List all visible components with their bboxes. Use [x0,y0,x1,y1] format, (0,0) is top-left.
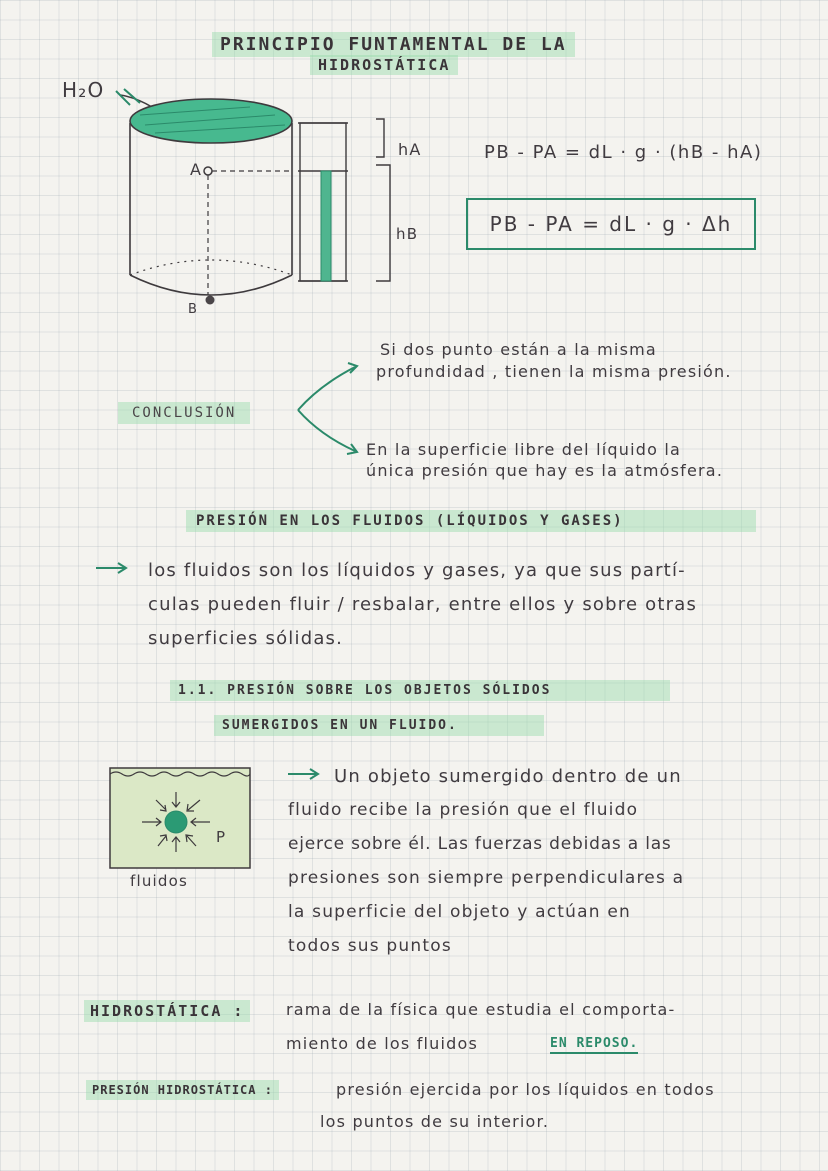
conclusion-arrows [290,355,370,465]
submerged-text-line6: todos sus puntos [288,936,452,956]
presion-def-line1: presión ejercida por los líquidos en todos [336,1080,715,1099]
conclusion-1-line1: Si dos punto están a la misma [380,340,657,359]
cylinder-diagram [100,85,460,320]
fluids-text-line3: superficies sólidas. [148,628,344,649]
fluids-text-line1: los fluidos son los líquidos y gases, ya que sus partí- [148,560,686,581]
pressure-p-label: P [216,828,227,846]
submerged-text-line2: fluido recibe la presión que el fluido [288,800,639,820]
subsection-title-line2: SUMERGIDOS EN UN FLUIDO. [214,715,544,736]
fluidos-caption: fluidos [130,872,189,890]
hidrostatica-term: HIDROSTÁTICA : [84,1000,250,1022]
page-title-line2: HIDROSTÁTICA [310,55,458,75]
page-title-line1: PRINCIPIO FUNTAMENTAL DE LA [212,32,575,57]
submerged-text-line1: Un objeto sumergido dentro de un [334,766,682,787]
en-reposo-emphasis: EN REPOSO. [550,1036,638,1054]
conclusion-2-line1: En la superficie libre del líquido la [366,440,682,459]
ha-label: hA [398,140,422,159]
formula-pressure-difference: PB - PA = dL · g · (hB - hA) [484,142,763,163]
submerged-object-diagram [108,760,258,880]
point-b-label: B [188,302,199,317]
formula-boxed: PB - PA = dL · g · Δh [466,198,756,250]
h2o-label: H₂O [62,78,105,102]
arrow-icon [96,562,130,574]
point-a-label: A [190,160,203,179]
arrow-icon [288,768,322,780]
presion-hidrostatica-term: PRESIÓN HIDROSTÁTICA : [86,1080,279,1100]
submerged-text-line4: presiones son siempre perpendiculares a [288,868,685,888]
conclusion-1-line2: profundidad , tienen la misma presión. [376,362,732,381]
section-fluids-title: PRESIÓN EN LOS FLUIDOS (LÍQUIDOS Y GASES) [186,510,756,532]
presion-def-line2: los puntos de su interior. [320,1112,550,1131]
conclusion-label: CONCLUSIÓN [118,402,250,424]
submerged-text-line3: ejerce sobre él. Las fuerzas debidas a las [288,834,672,854]
hidrostatica-def-line2: miento de los fluidos [286,1034,479,1053]
conclusion-2-line2: única presión que hay es la atmósfera. [366,461,724,480]
submerged-text-line5: la superficie del objeto y actúan en [288,902,631,922]
fluids-text-line2: culas pueden fluir / resbalar, entre ellos y sobre otras [148,594,698,615]
hidrostatica-def-line1: rama de la física que estudia el comporta- [286,1000,676,1019]
subsection-title-line1: 1.1. PRESIÓN SOBRE LOS OBJETOS SÓLIDOS [170,680,670,701]
hb-label: hB [396,225,419,243]
